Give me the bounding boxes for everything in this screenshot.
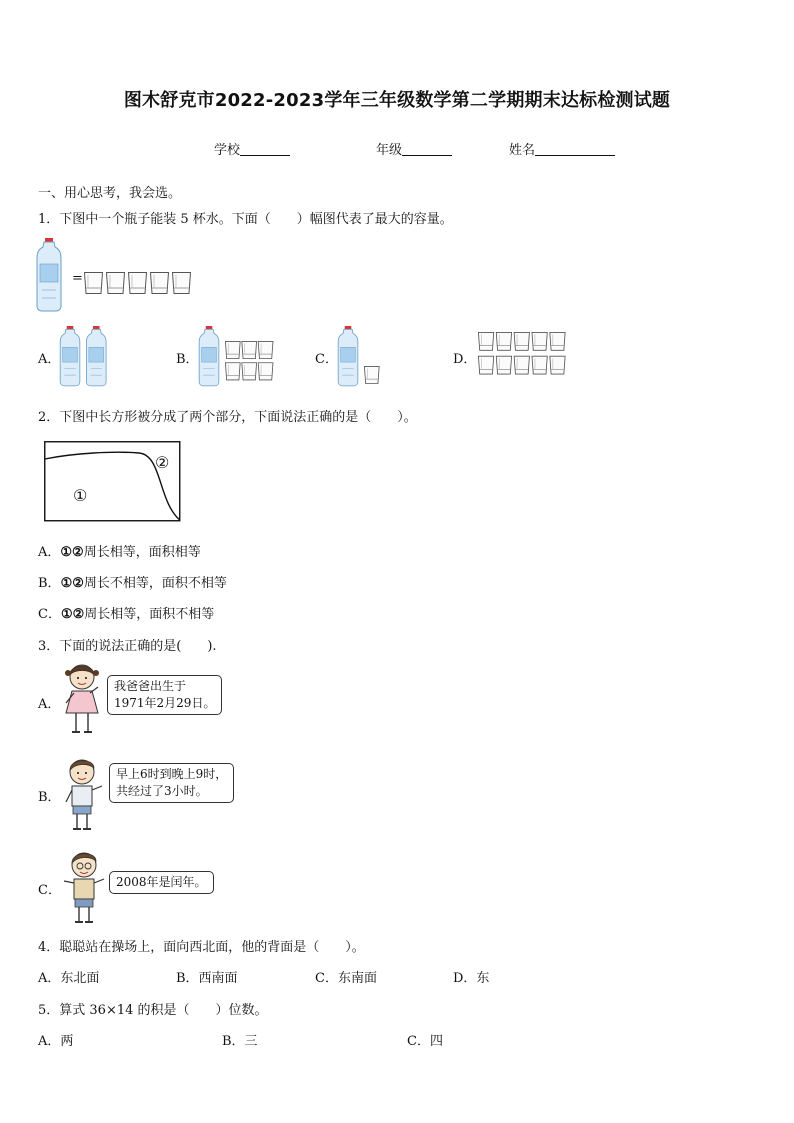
school-blank[interactable]: [240, 142, 290, 156]
q3-option-c-label[interactable]: C．: [38, 883, 61, 898]
q4-option-b[interactable]: B．西南面: [176, 971, 238, 986]
cup-icon: [550, 332, 565, 350]
q2-option-c-marks: ①②: [60, 607, 85, 622]
q2-option-b-marks: ①②: [60, 576, 84, 591]
name-field[interactable]: [509, 139, 615, 158]
q3-option-b-line2: 共经过了3小时。: [116, 784, 208, 798]
section-heading: 一、用心思考，我会选。: [38, 186, 182, 201]
q1-option-b-figure[interactable]: [200, 326, 280, 388]
grade-field[interactable]: [376, 139, 452, 158]
q4-option-c[interactable]: C．东南面: [315, 971, 377, 986]
q2-region-2: ②: [155, 453, 170, 472]
q3-option-c-line1: 2008年是闰年。: [116, 875, 207, 889]
question-4-stem: 4．聪聪站在操场上，面向西北面，他的背面是（ ）。: [38, 940, 365, 955]
q2-option-a[interactable]: [38, 541, 201, 560]
name-blank[interactable]: [535, 142, 615, 156]
page-title: 图木舒克市2022-2023学年三年级数学第二学期期末达标检测试题: [123, 90, 671, 111]
cup-icon: [258, 341, 273, 358]
q2-option-c[interactable]: [38, 603, 214, 622]
water-bottle-icon: [60, 326, 80, 386]
q2-option-b[interactable]: [38, 572, 227, 591]
cup-icon: [151, 273, 169, 294]
question-5-stem: 5．算式 36×14 的积是（ ）位数。: [38, 1003, 268, 1018]
q5-option-c[interactable]: C．四: [407, 1034, 443, 1049]
cup-icon: [85, 273, 103, 294]
question-3-stem: 3．下面的说法正确的是( ).: [38, 639, 217, 654]
q1-option-c-figure[interactable]: [339, 326, 389, 388]
q4-option-d[interactable]: D．东: [453, 971, 490, 986]
cup-icon: [532, 356, 547, 374]
q3-option-a-speech-bubble: [107, 675, 222, 715]
cup-icon: [532, 332, 547, 350]
q2-option-c-text: 周长相等，面积不相等: [84, 607, 215, 622]
boy-character-icon: [62, 758, 110, 834]
cup-icon: [225, 341, 240, 358]
q2-option-a-letter: A．: [38, 545, 61, 560]
q2-option-a-text: 周长相等，面积相等: [83, 545, 201, 560]
question-2-stem: 2．下图中长方形被分成了两个部分，下面说法正确的是（ ）。: [38, 410, 417, 425]
water-bottle-icon: [37, 238, 61, 311]
water-bottle-icon: [86, 326, 106, 386]
cup-icon: [258, 363, 273, 380]
q2-option-c-letter: C．: [38, 607, 61, 622]
q2-option-a-marks: ①②: [60, 545, 84, 560]
q1-option-d-label[interactable]: D．: [453, 352, 477, 367]
q3-option-a-label[interactable]: A．: [38, 697, 61, 712]
cup-icon: [478, 356, 493, 374]
cup-icon: [514, 332, 529, 350]
q1-option-d-figure[interactable]: [478, 332, 578, 384]
grade-label: 年级: [376, 143, 403, 158]
q3-option-b-speech-bubble: [109, 763, 234, 803]
q1-option-b-label[interactable]: B．: [176, 352, 199, 367]
school-label: 学校: [214, 143, 241, 158]
q3-option-b-label[interactable]: B．: [38, 790, 61, 805]
q5-option-a[interactable]: A．两: [38, 1034, 74, 1049]
grade-blank[interactable]: [402, 142, 452, 156]
cup-icon: [514, 356, 529, 374]
q1-equals-sign: =: [72, 271, 83, 286]
q2-option-b-letter: B．: [38, 576, 61, 591]
cup-icon: [173, 273, 191, 294]
cup-icon: [478, 332, 493, 350]
cup-icon: [364, 366, 379, 383]
q3-option-a-line1: 我爸爸出生于: [114, 679, 187, 693]
q3-option-b-line1: 早上6时到晚上9时，: [116, 767, 228, 781]
q1-reference-figure: [38, 238, 198, 313]
school-field[interactable]: [214, 139, 290, 158]
q2-region-1: ①: [73, 486, 88, 505]
cup-icon: [129, 273, 147, 294]
cup-icon: [225, 363, 240, 380]
cup-icon: [550, 356, 565, 374]
name-label: 姓名: [509, 143, 536, 158]
q1-option-c-label[interactable]: C．: [315, 352, 338, 367]
cup-icon: [496, 356, 511, 374]
q4-option-a[interactable]: A．东北面: [38, 971, 100, 986]
q1-option-a-figure[interactable]: [61, 326, 111, 386]
cup-icon: [242, 341, 257, 358]
cup-icon: [107, 273, 125, 294]
boy-glasses-character-icon: [62, 851, 110, 927]
girl-character-icon: [62, 663, 107, 739]
cup-icon: [242, 363, 257, 380]
question-1-stem: 1．下图中一个瓶子能装 5 杯水。下面（ ）幅图代表了最大的容量。: [38, 212, 453, 227]
q1-option-a-label[interactable]: A．: [38, 352, 61, 367]
q3-option-a-line2: 1971年2月29日。: [114, 696, 216, 710]
cup-icon: [496, 332, 511, 350]
q3-option-c-speech-bubble: [109, 871, 214, 894]
water-bottle-icon: [199, 326, 219, 386]
q2-option-b-text: 周长不相等，面积不相等: [83, 576, 227, 591]
q5-option-b[interactable]: B．三: [222, 1034, 258, 1049]
water-bottle-icon: [338, 326, 358, 386]
